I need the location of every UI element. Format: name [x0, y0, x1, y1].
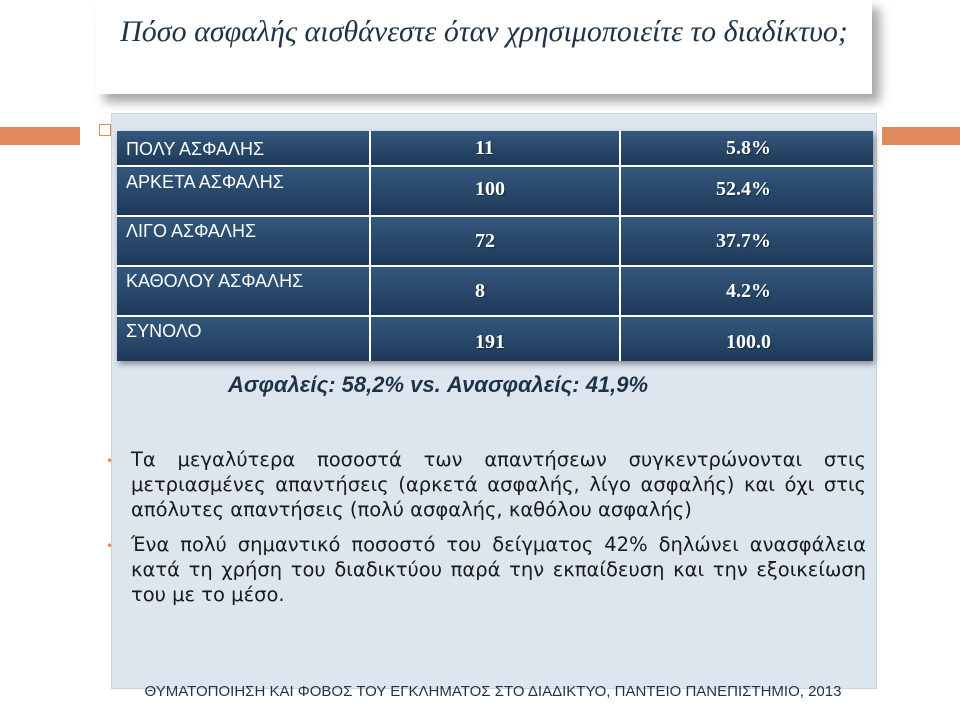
row-percent: 4.2% — [726, 280, 771, 302]
bullet-dot-icon: • — [106, 454, 114, 468]
row-count: 8 — [475, 280, 485, 302]
bullet-dot-icon: • — [106, 539, 114, 553]
summary-text: Ασφαλείς: 58,2% vs. Ανασφαλείς: 41,9% — [228, 372, 649, 397]
bullet-text: Τα μεγαλύτερα ποσοστά των απαντήσεων συγκεντρώνονται στις μετριασμένες απαντήσεις (αρκετά ασφαλής, λίγο ασφαλής) και όχι στις απόλυτες απαντήσεις (πολύ ασφαλής, καθόλου ασφαλής) — [131, 448, 866, 521]
bullet-text: Ένα πολύ σημαντικό ποσοστό του δείγματος 42% δηλώνει ανασφάλεια κατά τη χρήση του διαδικτύου παρά την εκπαίδευση και την εξοικείωση του με το μέσο. — [131, 533, 866, 606]
row-count: 11 — [475, 137, 494, 159]
row-divider — [117, 265, 873, 267]
row-divider — [117, 165, 873, 167]
row-divider — [117, 215, 873, 217]
list-item — [96, 447, 866, 522]
slide-title: Πόσο ασφαλής αισθάνεστε όταν χρησιμοποιείτε το διαδίκτυο; — [120, 15, 848, 48]
row-label: ΚΑΘΟΛΟΥ ΑΣΦΑΛΗΣ — [126, 271, 304, 291]
list-item — [96, 532, 866, 607]
row-percent: 37.7% — [716, 230, 771, 252]
results-table — [117, 131, 873, 361]
row-count: 72 — [475, 230, 495, 252]
column-divider — [619, 131, 621, 361]
accent-bar-right — [882, 127, 960, 145]
row-percent: 52.4% — [716, 178, 771, 200]
row-label: ΑΡΚΕΤΑ ΑΣΦΑΛΗΣ — [126, 172, 284, 192]
row-label: ΣΥΝΟΛΟ — [126, 321, 202, 341]
row-percent: 5.8% — [726, 137, 771, 159]
bullet-list — [96, 447, 866, 617]
accent-bar-left — [0, 127, 80, 145]
square-bullet-icon — [99, 124, 111, 136]
column-divider — [369, 131, 371, 361]
row-count: 191 — [475, 331, 505, 353]
row-label: ΛΙΓΟ ΑΣΦΑΛΗΣ — [126, 221, 257, 241]
row-label: ΠΟΛΥ ΑΣΦΑΛΗΣ — [126, 139, 265, 159]
row-percent: 100.0 — [726, 331, 771, 353]
row-divider — [117, 315, 873, 317]
row-count: 100 — [475, 178, 505, 200]
slide-footer: ΘΥΜΑΤΟΠΟΙΗΣΗ ΚΑΙ ΦΟΒΟΣ ΤΟΥ ΕΓΚΛΗΜΑΤΟΣ ΣΤΟ ΔΙΑΔΙΚΤΥΟ, ΠΑΝΤΕΙΟ ΠΑΝΕΠΙΣΤΗΜΙΟ, 2013 — [144, 683, 842, 700]
